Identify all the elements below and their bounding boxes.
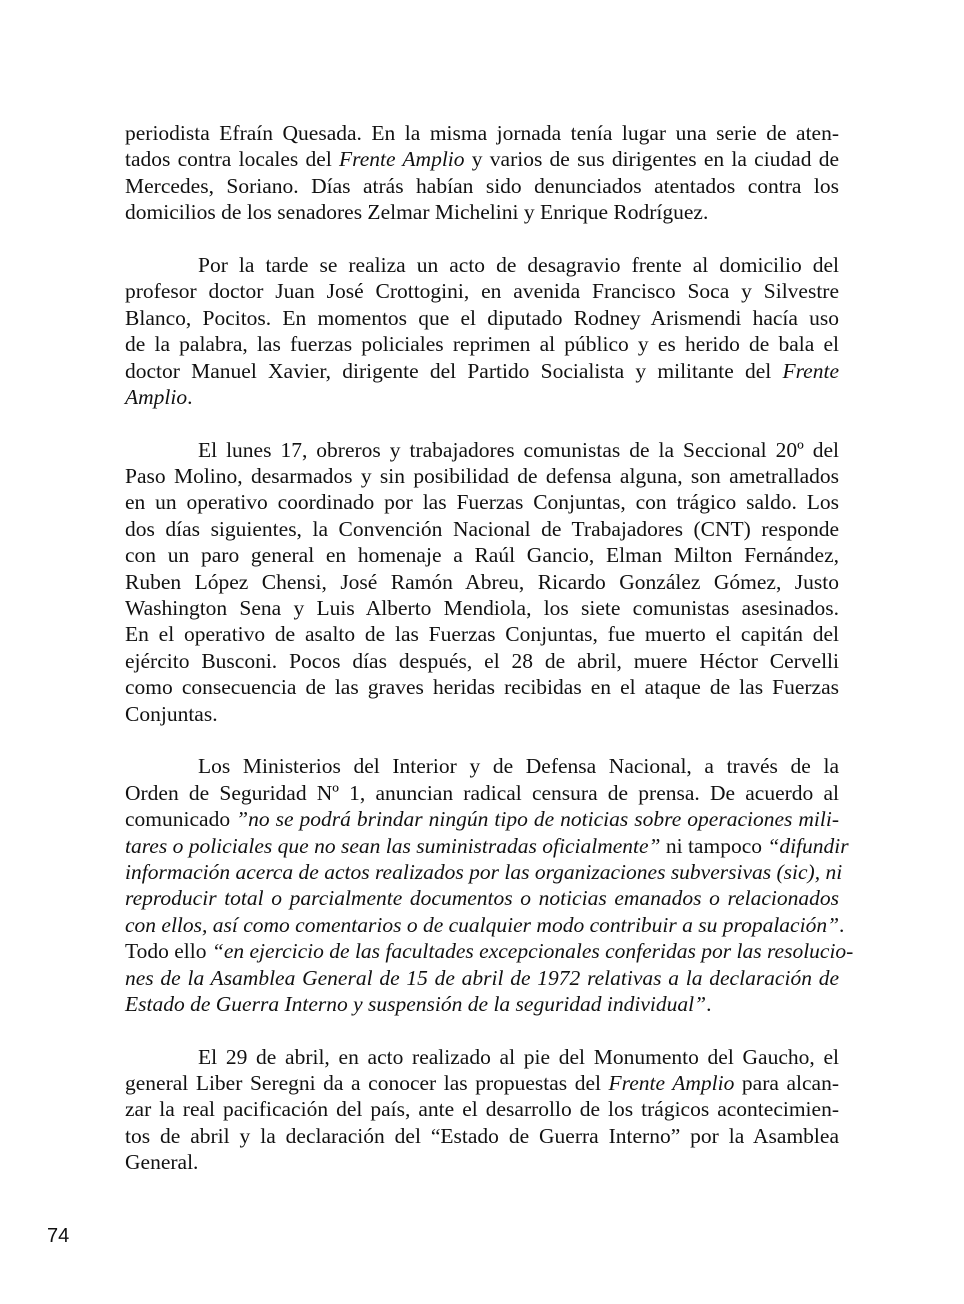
text-run: . xyxy=(839,912,845,937)
text-run: En el operativo de asalto de las Fuerzas Conjuntas, fue muerto el capitán del xyxy=(125,622,839,647)
text-line xyxy=(125,542,839,568)
text-line xyxy=(125,885,839,911)
text-line xyxy=(125,437,839,463)
text-run: Ruben López Chensi, José Ramón Abreu, Ricardo González Gómez, Justo xyxy=(125,569,839,594)
italic-run: con ellos, así como comentarios o de cualquier modo contribuir a su propalación” xyxy=(125,912,840,937)
italic-run: “difundir xyxy=(767,833,849,858)
text-line xyxy=(125,912,845,938)
italic-run: Frente xyxy=(782,358,839,383)
paragraph-gap xyxy=(125,727,839,753)
text-line xyxy=(125,489,839,515)
text-line xyxy=(125,173,839,199)
paragraph-gap xyxy=(125,1017,839,1043)
italic-run: Amplio xyxy=(125,384,188,409)
text-line xyxy=(125,991,839,1017)
text-line xyxy=(125,595,839,621)
italic-run: ”no se podrá brindar ningún tipo de noticias sobre operaciones mili- xyxy=(236,807,840,832)
text-run: El lunes 17, obreros y trabajadores comunistas de la Seccional 20º del xyxy=(198,437,839,462)
italic-run: nes de la Asamblea General de 15 de abril de 1972 relativas a la declaración de xyxy=(125,965,839,990)
text-run: Washington Sena y Luis Alberto Mendiola, los siete comunistas asesinados. xyxy=(125,596,839,621)
text-line xyxy=(125,358,839,384)
paragraph xyxy=(125,120,839,226)
italic-run: Frente Amplio xyxy=(608,1071,735,1096)
text-run: dos días siguientes, la Convención Nacional de Trabajadores (CNT) responde xyxy=(125,516,839,541)
italic-run: “en ejercicio de las facultades excepcionales conferidas por las resolucio- xyxy=(211,939,854,964)
text-run: periodista Efraín Quesada. En la misma jornada tenía lugar una serie de aten- xyxy=(125,121,839,145)
text-line xyxy=(125,569,839,595)
page-body xyxy=(125,120,854,1176)
italic-run: reproducir total o parcialmente documentos o noticias emanados o relacionados xyxy=(125,886,839,911)
text-line xyxy=(125,1044,839,1070)
text-run: con un paro general en homenaje a Raúl Gancio, Elman Milton Fernández, xyxy=(125,543,839,568)
text-line xyxy=(125,938,854,964)
text-line xyxy=(125,648,839,674)
paragraph xyxy=(125,437,839,727)
text-run: . xyxy=(706,991,712,1016)
text-run: y varios de sus dirigentes en la ciudad de xyxy=(464,147,840,172)
paragraph-gap xyxy=(125,410,839,436)
text-run: comunicado xyxy=(125,807,237,832)
text-run: General. xyxy=(125,1150,199,1175)
text-run: tos de abril y la declaración del “Estado de Guerra Interno” por la Asamblea xyxy=(125,1123,839,1148)
italic-run: Estado de Guerra Interno y suspensión de la seguridad individual” xyxy=(125,991,707,1016)
text-line xyxy=(125,674,839,700)
text-run: Orden de Seguridad Nº 1, anuncian radical censura de prensa. De acuerdo al xyxy=(125,780,839,805)
text-run: de la palabra, las fuerzas policiales reprimen al público y es herido de bala el xyxy=(125,332,839,357)
text-line xyxy=(125,780,839,806)
text-run: domicilios de los senadores Zelmar Michelini y Enrique Rodríguez. xyxy=(125,200,709,225)
page-number: 74 xyxy=(47,1225,70,1247)
text-run: Los Ministerios del Interior y de Defensa Nacional, a través de la xyxy=(198,754,839,779)
text-line xyxy=(125,305,839,331)
text-line xyxy=(125,120,839,146)
text-line xyxy=(125,278,839,304)
paragraph xyxy=(125,1044,839,1176)
text-line xyxy=(125,621,839,647)
paragraph-gap xyxy=(125,226,839,252)
paragraph xyxy=(125,252,839,410)
text-run: en un operativo coordinado por las Fuerzas Conjuntas, con trágico saldo. Los xyxy=(125,490,839,515)
text-run: Mercedes, Soriano. Días atrás habían sido denunciados atentados contra los xyxy=(125,173,839,198)
text-run: Blanco, Pocitos. En momentos que el diputado Rodney Arismendi hacía uso xyxy=(125,305,839,330)
italic-run: información acerca de actos realizados por las organizaciones subversivas (sic), ni xyxy=(125,859,843,884)
text-run: tados contra locales del xyxy=(125,147,340,172)
text-line xyxy=(125,331,839,357)
text-line xyxy=(125,965,839,991)
text-line xyxy=(125,384,839,410)
text-run: Por la tarde se realiza un acto de desagravio frente al domicilio del xyxy=(198,252,839,277)
text-run: como consecuencia de las graves heridas recibidas en el ataque de las Fuerzas xyxy=(125,675,839,700)
italic-run: Frente Amplio xyxy=(339,147,465,172)
text-line xyxy=(125,146,839,172)
text-line xyxy=(125,463,839,489)
text-run: ejército Busconi. Pocos días después, el 28 de abril, muere Héctor Cervelli xyxy=(125,648,839,673)
text-line xyxy=(125,516,839,542)
text-line xyxy=(125,1149,839,1175)
text-run: ni tampoco xyxy=(660,833,768,858)
text-line xyxy=(125,859,843,885)
paragraph xyxy=(125,753,854,1017)
text-run: Conjuntas. xyxy=(125,701,218,726)
text-line xyxy=(125,1123,839,1149)
text-line xyxy=(125,1070,839,1096)
text-line xyxy=(125,1096,839,1122)
text-run: para alcan- xyxy=(734,1071,839,1096)
text-line xyxy=(125,701,839,727)
text-run: profesor doctor Juan José Crottogini, en avenida Francisco Soca y Silvestre xyxy=(125,279,839,304)
text-run: . xyxy=(187,384,193,409)
italic-run: tares o policiales que no sean las suministradas oficialmente” xyxy=(125,833,661,858)
text-run: doctor Manuel Xavier, dirigente del Partido Socialista y militante del xyxy=(125,358,783,383)
text-run: El 29 de abril, en acto realizado al pie del Monumento del Gaucho, el xyxy=(198,1044,839,1069)
text-run: Todo ello xyxy=(125,939,212,964)
text-run: general Liber Seregni da a conocer las propuestas del xyxy=(125,1071,609,1096)
text-run: Paso Molino, desarmados y sin posibilidad de defensa alguna, son ametrallados xyxy=(125,464,839,489)
text-run: zar la real pacificación del país, ante el desarrollo de los trágicos acontecimien- xyxy=(125,1097,839,1122)
text-line xyxy=(125,833,849,859)
text-line xyxy=(125,252,839,278)
text-line xyxy=(125,806,839,832)
text-line xyxy=(125,753,839,779)
text-line xyxy=(125,199,839,225)
